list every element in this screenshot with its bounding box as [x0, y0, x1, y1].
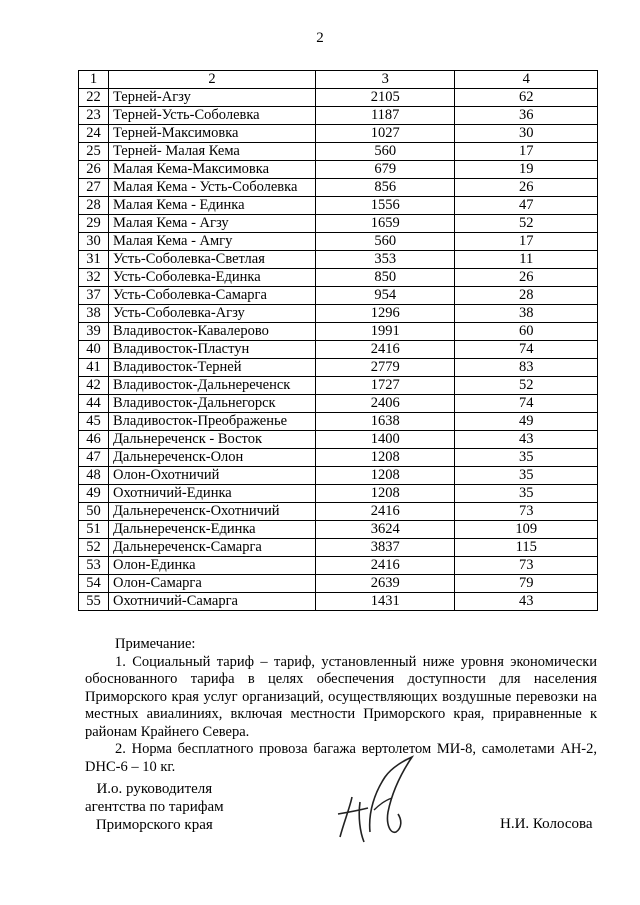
row-number: 50 [79, 503, 109, 521]
signatory-title-line: Приморского края [95, 817, 213, 833]
table-row [79, 89, 598, 107]
column-header: 3 [315, 71, 455, 89]
tariff-value: 2639 [315, 575, 455, 593]
route-name: Олон-Самарга [108, 575, 315, 593]
tariff-value: 2416 [315, 557, 455, 575]
row-number: 32 [79, 269, 109, 287]
row-number: 30 [79, 233, 109, 251]
note-item-2: 2. Норма бесплатного провоза багажа вертолетом МИ-8, самолетами АН-2, DHC-6 – 10 кг. [85, 741, 597, 775]
route-name: Дальнереченск-Единка [108, 521, 315, 539]
tariff-value: 2406 [315, 395, 455, 413]
tariff-value: 30 [455, 125, 598, 143]
route-name: Владивосток-Кавалерово [108, 323, 315, 341]
tariff-value: 1208 [315, 485, 455, 503]
row-number: 25 [79, 143, 109, 161]
table-row [79, 575, 598, 593]
table-row [79, 269, 598, 287]
tariff-value: 60 [455, 323, 598, 341]
row-number: 31 [79, 251, 109, 269]
row-number: 51 [79, 521, 109, 539]
route-name: Малая Кема - Усть-Соболевка [108, 179, 315, 197]
table-row [79, 161, 598, 179]
table-row [79, 485, 598, 503]
row-number: 41 [79, 359, 109, 377]
table-row [79, 467, 598, 485]
table-row [79, 323, 598, 341]
table-row [79, 341, 598, 359]
tariff-value: 1556 [315, 197, 455, 215]
tariff-value: 1638 [315, 413, 455, 431]
route-name: Усть-Соболевка-Агзу [108, 305, 315, 323]
tariff-value: 856 [315, 179, 455, 197]
table-row [79, 125, 598, 143]
row-number: 29 [79, 215, 109, 233]
table-row [79, 287, 598, 305]
column-header: 2 [108, 71, 315, 89]
table-body [79, 89, 598, 611]
table-row [79, 503, 598, 521]
tariff-value: 679 [315, 161, 455, 179]
route-name: Охотничий-Единка [108, 485, 315, 503]
route-name: Дальнереченск-Олон [108, 449, 315, 467]
route-name: Владивосток-Преображенье [108, 413, 315, 431]
route-name: Усть-Соболевка-Светлая [108, 251, 315, 269]
row-number: 40 [79, 341, 109, 359]
table-row [79, 557, 598, 575]
table-row [79, 107, 598, 125]
tariff-value: 115 [455, 539, 598, 557]
tariff-value: 3837 [315, 539, 455, 557]
route-name: Малая Кема - Амгу [108, 233, 315, 251]
tariff-value: 560 [315, 143, 455, 161]
row-number: 55 [79, 593, 109, 611]
table-row [79, 521, 598, 539]
page-number: 2 [316, 30, 324, 46]
route-name: Олон-Единка [108, 557, 315, 575]
tariff-value: 1659 [315, 215, 455, 233]
tariff-value: 1296 [315, 305, 455, 323]
route-name: Усть-Соболевка-Единка [108, 269, 315, 287]
signatory-name: Н.И. Колосова [500, 816, 593, 832]
row-number: 44 [79, 395, 109, 413]
tariff-value: 11 [455, 251, 598, 269]
tariff-value: 26 [455, 269, 598, 287]
row-number: 28 [79, 197, 109, 215]
tariff-value: 43 [455, 431, 598, 449]
row-number: 42 [79, 377, 109, 395]
notes-heading: Примечание: [115, 636, 196, 652]
row-number: 24 [79, 125, 109, 143]
route-name: Дальнереченск - Восток [108, 431, 315, 449]
row-number: 26 [79, 161, 109, 179]
tariff-value: 26 [455, 179, 598, 197]
tariff-value: 1991 [315, 323, 455, 341]
tariff-value: 1208 [315, 449, 455, 467]
row-number: 37 [79, 287, 109, 305]
tariff-value: 1431 [315, 593, 455, 611]
table-header-row [79, 71, 598, 89]
tariff-value: 35 [455, 449, 598, 467]
tariff-value: 2105 [315, 89, 455, 107]
tariff-value: 1727 [315, 377, 455, 395]
row-number: 23 [79, 107, 109, 125]
tariff-value: 38 [455, 305, 598, 323]
signatory-title-line: И.о. руководителя [96, 781, 213, 797]
tariff-value: 1027 [315, 125, 455, 143]
table-row [79, 143, 598, 161]
row-number: 22 [79, 89, 109, 107]
route-name: Терней-Максимовка [108, 125, 315, 143]
tariff-value: 52 [455, 215, 598, 233]
tariff-value: 850 [315, 269, 455, 287]
tariff-value: 2416 [315, 503, 455, 521]
signatory-title [85, 780, 224, 834]
row-number: 27 [79, 179, 109, 197]
tariff-value: 3624 [315, 521, 455, 539]
table-row [79, 377, 598, 395]
column-header: 1 [79, 71, 109, 89]
tariff-value: 35 [455, 467, 598, 485]
table-row [79, 539, 598, 557]
table-row [79, 305, 598, 323]
tariff-value: 73 [455, 557, 598, 575]
route-name: Малая Кема - Агзу [108, 215, 315, 233]
route-name: Владивосток-Пластун [108, 341, 315, 359]
row-number: 39 [79, 323, 109, 341]
tariff-value: 19 [455, 161, 598, 179]
tariff-value: 560 [315, 233, 455, 251]
table-row [79, 431, 598, 449]
route-name: Дальнереченск-Самарга [108, 539, 315, 557]
route-name: Владивосток-Дальнегорск [108, 395, 315, 413]
table-row [79, 251, 598, 269]
tariff-value: 2779 [315, 359, 455, 377]
tariff-value: 17 [455, 143, 598, 161]
route-name: Терней- Малая Кема [108, 143, 315, 161]
table-row [79, 215, 598, 233]
row-number: 48 [79, 467, 109, 485]
table-row [79, 449, 598, 467]
table-row [79, 593, 598, 611]
route-name: Охотничий-Самарга [108, 593, 315, 611]
route-name: Терней-Агзу [108, 89, 315, 107]
tariff-value: 74 [455, 395, 598, 413]
tariff-value: 47 [455, 197, 598, 215]
tariff-value: 36 [455, 107, 598, 125]
tariff-value: 49 [455, 413, 598, 431]
tariff-value: 109 [455, 521, 598, 539]
row-number: 52 [79, 539, 109, 557]
tariff-value: 2416 [315, 341, 455, 359]
tariff-table [78, 70, 598, 611]
tariff-value: 17 [455, 233, 598, 251]
row-number: 49 [79, 485, 109, 503]
row-number: 45 [79, 413, 109, 431]
table-row [79, 179, 598, 197]
tariff-value: 43 [455, 593, 598, 611]
row-number: 53 [79, 557, 109, 575]
tariff-value: 954 [315, 287, 455, 305]
tariff-value: 1208 [315, 467, 455, 485]
tariff-value: 79 [455, 575, 598, 593]
tariff-value: 62 [455, 89, 598, 107]
signatory-title-line: агентства по тарифам [85, 799, 224, 815]
row-number: 46 [79, 431, 109, 449]
route-name: Усть-Соболевка-Самарга [108, 287, 315, 305]
note-item-1: 1. Социальный тариф – тариф, установленный ниже уровня экономически обоснованного тарифа в целях обеспечения доступности для населения Приморского края услуг организаций, осуществляющих воздушные перевозки на местных авиалиниях, включая местности Приморского края, приравненные к районам Крайнего Севера. [85, 653, 597, 740]
route-name: Терней-Усть-Соболевка [108, 107, 315, 125]
tariff-value: 83 [455, 359, 598, 377]
row-number: 47 [79, 449, 109, 467]
table-row [79, 197, 598, 215]
route-name: Дальнереченск-Охотничий [108, 503, 315, 521]
route-name: Владивосток-Дальнереченск [108, 377, 315, 395]
table-row [79, 395, 598, 413]
tariff-value: 1187 [315, 107, 455, 125]
route-name: Малая Кема-Максимовка [108, 161, 315, 179]
tariff-value: 28 [455, 287, 598, 305]
handwritten-signature [330, 752, 420, 852]
row-number: 54 [79, 575, 109, 593]
tariff-value: 73 [455, 503, 598, 521]
route-name: Олон-Охотничий [108, 467, 315, 485]
table-row [79, 233, 598, 251]
route-name: Владивосток-Терней [108, 359, 315, 377]
tariff-value: 353 [315, 251, 455, 269]
tariff-value: 1400 [315, 431, 455, 449]
tariff-value: 74 [455, 341, 598, 359]
tariff-value: 52 [455, 377, 598, 395]
row-number: 38 [79, 305, 109, 323]
column-header: 4 [455, 71, 598, 89]
tariff-value: 35 [455, 485, 598, 503]
route-name: Малая Кема - Единка [108, 197, 315, 215]
table-row [79, 413, 598, 431]
table-row [79, 359, 598, 377]
